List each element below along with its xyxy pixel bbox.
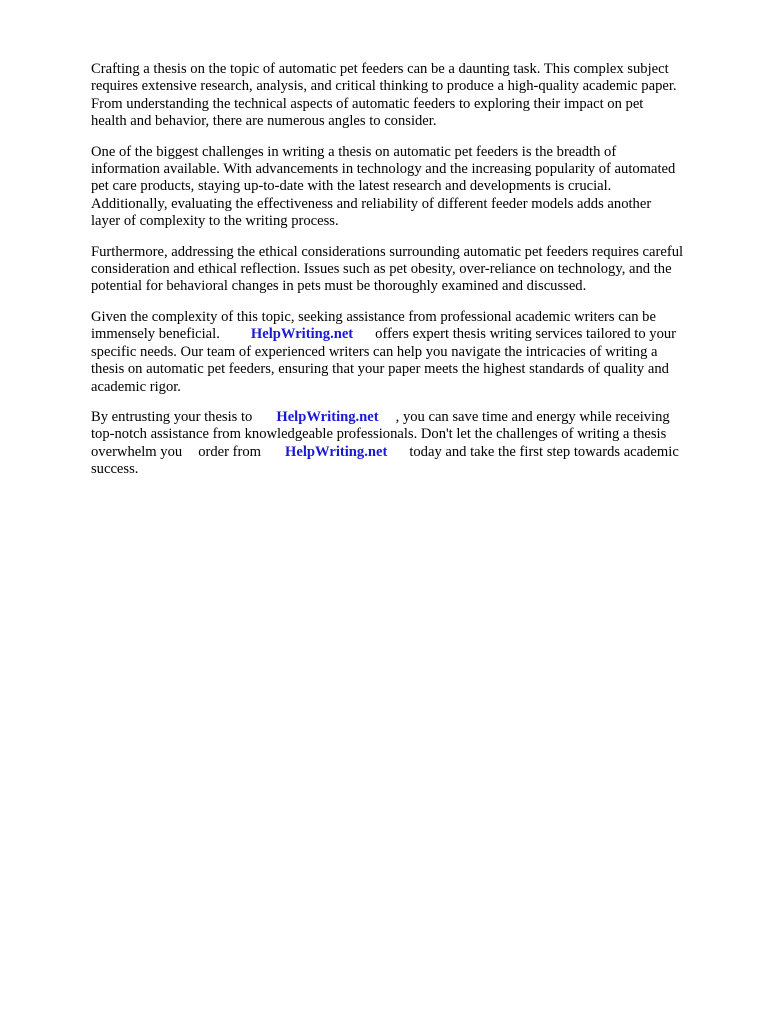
text-line: One of the biggest challenges in writing a thesis on automatic pet feeders is the breadth of	[91, 143, 617, 160]
paragraph-closing	[91, 409, 731, 479]
paragraph-challenges	[91, 144, 731, 231]
text-line: information available. With advancements in technology and the increasing popularity of automated	[91, 161, 676, 178]
text-line: From understanding the technical aspects of automatic feeders to exploring their impact on pet	[91, 95, 644, 112]
helpwriting-link[interactable]: HelpWriting.net	[250, 326, 354, 343]
paragraph-intro	[91, 61, 731, 131]
text-line: Given the complexity of this topic, seeking assistance from professional academic writers can be	[91, 308, 656, 325]
text-fragment: , you can save time and energy while receiving	[395, 408, 670, 425]
text-line-with-link	[91, 444, 731, 461]
text-fragment: order from	[198, 443, 262, 460]
text-line-with-link	[91, 409, 731, 426]
text-line: health and behavior, there are numerous angles to consider.	[91, 113, 437, 130]
paragraph-assistance	[91, 309, 731, 396]
text-fragment: overwhelm you	[91, 443, 183, 460]
text-fragment: immensely beneficial.	[91, 326, 220, 343]
text-line-with-link	[91, 326, 731, 343]
text-line: Additionally, evaluating the effectiveness and reliability of different feeder models adds another	[91, 195, 652, 212]
text-line: Crafting a thesis on the topic of automatic pet feeders can be a daunting task. This complex subject	[91, 61, 669, 77]
text-line: success.	[91, 461, 139, 478]
helpwriting-link[interactable]: HelpWriting.net	[276, 408, 379, 425]
text-line: top-notch assistance from knowledgeable professionals. Don't let the challenges of writing a thesis	[91, 426, 667, 443]
paragraph-ethics	[91, 244, 731, 296]
text-line: pet care products, staying up-to-date with the latest research and developments is crucial.	[91, 178, 612, 195]
text-line: specific needs. Our team of experienced writers can help you navigate the intricacies of writing a	[91, 343, 658, 360]
text-fragment: today and take the first step towards academic	[409, 443, 679, 460]
text-line: academic rigor.	[91, 378, 181, 395]
text-line: consideration and ethical reflection. Issues such as pet obesity, over-reliance on technology, and the	[91, 261, 672, 278]
text-fragment: offers expert thesis writing services tailored to your	[375, 326, 677, 343]
text-fragment: By entrusting your thesis to	[91, 408, 253, 425]
text-line: layer of complexity to the writing process.	[91, 213, 339, 230]
text-line: potential for behavioral changes in pets must be thoroughly examined and discussed.	[91, 278, 587, 295]
text-line: Furthermore, addressing the ethical considerations surrounding automatic pet feeders requires careful	[91, 243, 684, 260]
text-line: requires extensive research, analysis, and critical thinking to produce a high-quality academic paper.	[91, 78, 677, 95]
helpwriting-link[interactable]: HelpWriting.net	[285, 443, 388, 460]
document-page	[91, 61, 731, 492]
text-line: thesis on automatic pet feeders, ensuring that your paper meets the highest standards of quality and	[91, 361, 669, 378]
